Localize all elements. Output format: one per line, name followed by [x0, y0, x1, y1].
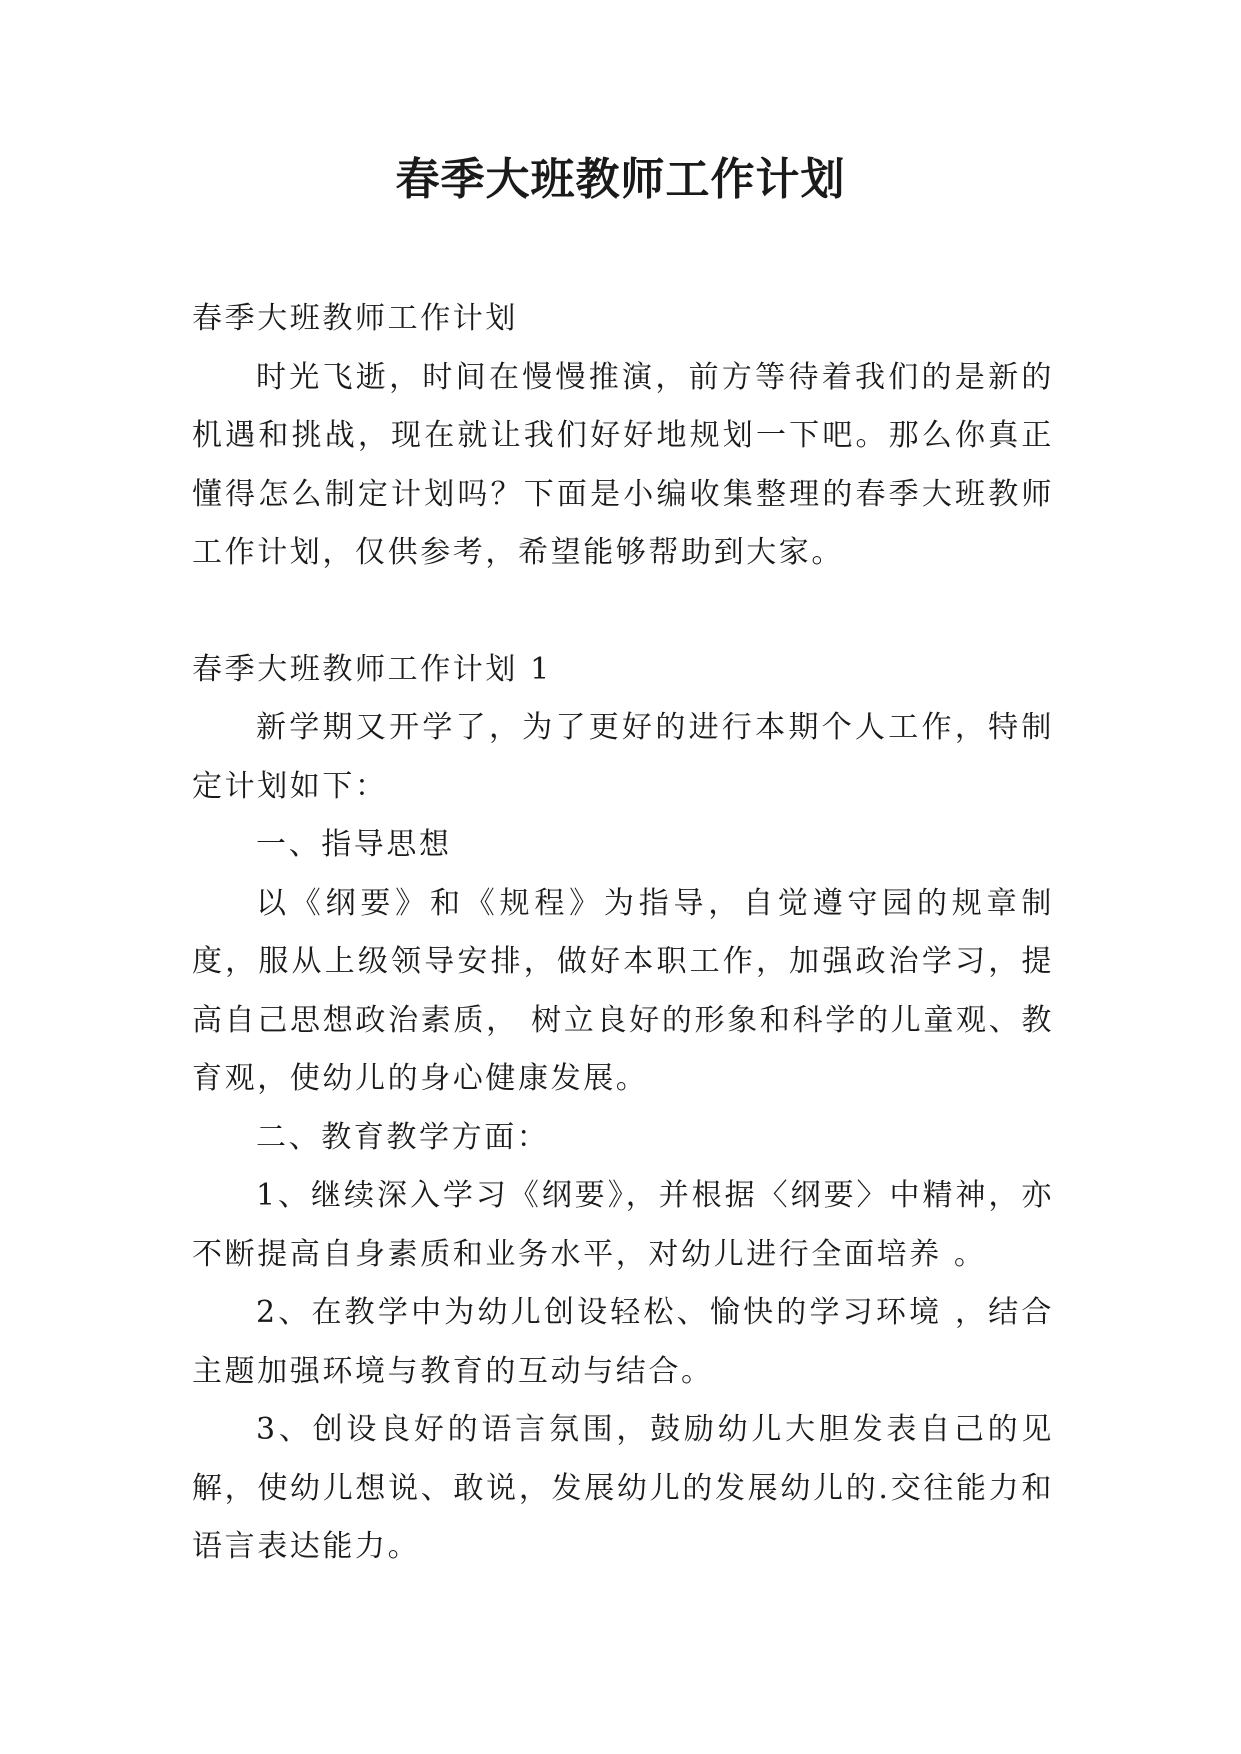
teaching-item-3: 3、创设良好的语言氛围，鼓励幼儿大胆发表自己的见解，使幼儿想说、敢说，发展幼儿的发展幼儿的.交往能力和语言表达能力。: [192, 1412, 1054, 1564]
intro-paragraph: 时光飞逝，时间在慢慢推演，前方等待着我们的是新的机遇和挑战，现在就让我们好好地规划一下吧。那么你真正懂得怎么制定计划吗？下面是小编收集整理的春季大班教师工作计划，仅供参考，希望能够帮助到大家。: [192, 359, 1054, 570]
section-heading: 春季大班教师工作计划 1: [192, 651, 552, 687]
teaching-item-2: 2、在教学中为幼儿创设轻松、愉快的学习环境 ，结合主题加强环境与教育的互动与结合。: [192, 1295, 1054, 1389]
heading-guiding-thought: 一、指导思想: [256, 827, 452, 862]
guiding-thought-paragraph: 以《纲要》和《规程》为指导，自觉遵守园的规章制度，服从上级领导安排，做好本职工作，加强政治学习，提高自己思想政治素质， 树立良好的形象和科学的儿童观、教育观，使幼儿的身心健康发展。: [192, 885, 1054, 1096]
subtitle-paragraph: 春季大班教师工作计划: [192, 301, 518, 336]
heading-teaching: 二、教育教学方面：: [256, 1119, 550, 1155]
plan-intro-paragraph: 新学期又开学了，为了更好的进行本期个人工作，特制定计划如下：: [192, 710, 1054, 804]
paragraph-spacer: [192, 583, 1054, 641]
document-body: [192, 290, 1054, 1577]
document-title: 春季大班教师工作计划: [395, 154, 846, 205]
teaching-item-1: 1、继续深入学习《纲要》，并根据〈纲要〉中精神，亦不断提高自身素质和业务水平，对幼儿进行全面培养 。: [192, 1178, 1054, 1272]
